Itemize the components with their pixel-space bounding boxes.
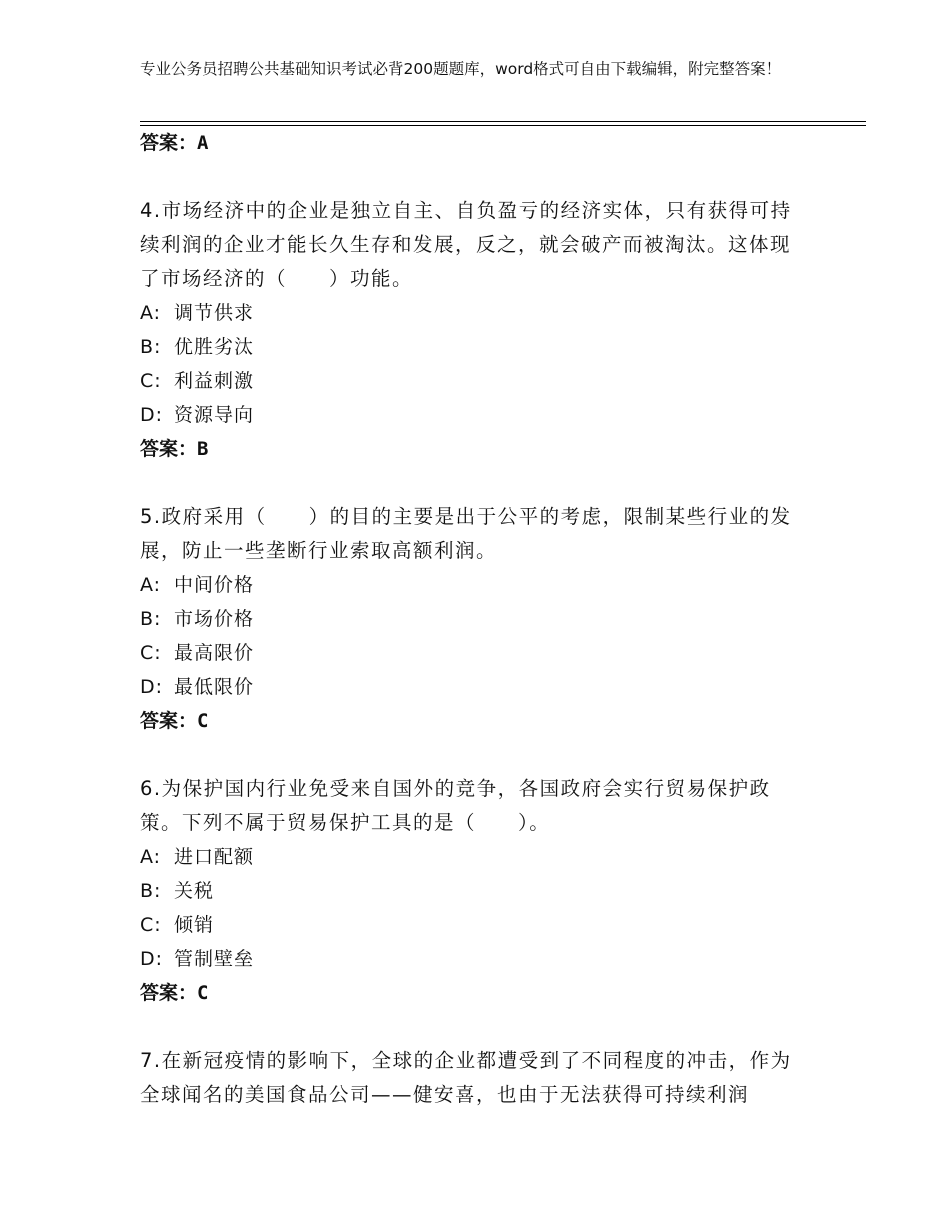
option-letter: D: bbox=[140, 948, 164, 970]
option-text: 中间价格 bbox=[174, 574, 255, 596]
option-a bbox=[140, 568, 800, 602]
option-text: 优胜劣汰 bbox=[174, 336, 255, 358]
option-text: 进口配额 bbox=[174, 846, 255, 868]
option-letter: D: bbox=[140, 404, 164, 426]
option-text: 倾销 bbox=[174, 914, 215, 936]
option-letter: B: bbox=[140, 880, 162, 902]
option-letter: A: bbox=[140, 846, 162, 868]
option-c bbox=[140, 364, 800, 398]
option-c bbox=[140, 908, 800, 942]
question-5 bbox=[140, 500, 800, 738]
option-letter: A: bbox=[140, 302, 162, 324]
option-letter: B: bbox=[140, 608, 162, 630]
previous-answer: 答案：A bbox=[140, 132, 209, 154]
option-letter: A: bbox=[140, 574, 162, 596]
option-d bbox=[140, 398, 800, 432]
header-rule-top bbox=[140, 121, 866, 122]
question-stem: 6.为保护国内行业免受来自国外的竞争，各国政府会实行贸易保护政策。下列不属于贸易保护工具的是（ ）。 bbox=[140, 777, 771, 834]
question-6 bbox=[140, 772, 800, 1010]
option-text: 资源导向 bbox=[174, 404, 255, 426]
question-list bbox=[140, 126, 800, 1112]
document-header: 专业公务员招聘公共基础知识考试必背200题题库，word格式可自由下载编辑，附完整答案！ bbox=[140, 60, 782, 78]
question-answer: 答案：B bbox=[140, 438, 209, 460]
option-text: 最高限价 bbox=[174, 642, 255, 664]
option-letter: B: bbox=[140, 336, 162, 358]
question-stem: 7.在新冠疫情的影响下，全球的企业都遭受到了不同程度的冲击，作为全球闻名的美国食品公司——健安喜，也由于无法获得可持续利润 bbox=[140, 1049, 792, 1106]
option-letter: D: bbox=[140, 676, 164, 698]
question-answer: 答案：C bbox=[140, 982, 209, 1004]
option-d bbox=[140, 942, 800, 976]
option-letter: C: bbox=[140, 642, 162, 664]
option-letter: C: bbox=[140, 370, 162, 392]
question-stem: 4.市场经济中的企业是独立自主、自负盈亏的经济实体，只有获得可持续利润的企业才能长久生存和发展，反之，就会破产而被淘汰。这体现了市场经济的（ ）功能。 bbox=[140, 199, 792, 290]
question-4 bbox=[140, 194, 800, 466]
option-d bbox=[140, 670, 800, 704]
option-text: 关税 bbox=[174, 880, 215, 902]
option-b bbox=[140, 874, 800, 908]
option-letter: C: bbox=[140, 914, 162, 936]
option-c bbox=[140, 636, 800, 670]
option-b bbox=[140, 602, 800, 636]
option-text: 利益刺激 bbox=[174, 370, 255, 392]
option-a bbox=[140, 296, 800, 330]
option-text: 管制壁垒 bbox=[174, 948, 255, 970]
option-b bbox=[140, 330, 800, 364]
option-text: 调节供求 bbox=[174, 302, 255, 324]
question-answer: 答案：C bbox=[140, 710, 209, 732]
question-7 bbox=[140, 1044, 800, 1112]
option-text: 市场价格 bbox=[174, 608, 255, 630]
question-stem: 5.政府采用（ ）的目的主要是出于公平的考虑，限制某些行业的发展，防止一些垄断行业索取高额利润。 bbox=[140, 505, 792, 562]
option-text: 最低限价 bbox=[174, 676, 255, 698]
option-a bbox=[140, 840, 800, 874]
